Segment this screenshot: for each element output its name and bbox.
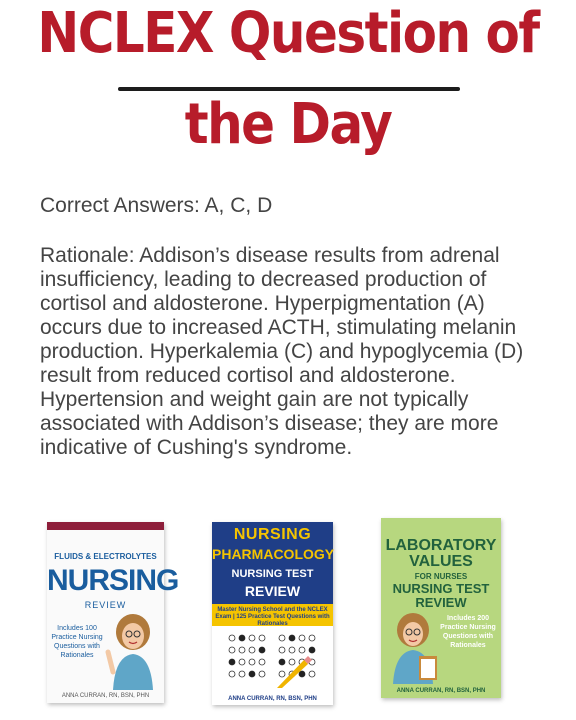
correct-answers: Correct Answers: A, C, D [40,194,273,217]
book2-line3: NURSING TEST [231,568,314,580]
book2-line4: REVIEW [244,583,301,599]
book2-line2: PHARMACOLOGY [212,546,335,562]
book2-line1: NURSING [233,526,312,543]
book1-author: ANNA CURRAN, RN, BSN, PHN [61,693,150,699]
answer-sheet-icon [222,630,322,688]
book2-author: ANNA CURRAN, RN, BSN, PHN [228,696,317,702]
book3-line1: LABORATORY VALUES [385,537,497,570]
book-cover-laboratory-values[interactable] [381,518,501,698]
book1-title: NURSING [47,564,179,597]
book-cover-fluids-electrolytes[interactable] [47,522,179,703]
book1-includes: Includes 100 Practice Nursing Questions with Rationales [51,625,103,659]
book3-line2: FOR NURSES [414,572,468,581]
book1-review: REVIEW [84,600,127,610]
book3-line3: NURSING TEST REVIEW [392,581,490,610]
page-title-line-2: the Day [184,91,392,157]
nurse-clipboard-illustration-icon [387,612,443,684]
rationale-text: Rationale: Addison’s disease results from adrenal insufficiency, leading to decreased production of cortisol and aldosterone. Hyperpigmentation (A) occurs due to increased ACTH, stimulating melanin production. Hyperkalemia (C) and hypoglycemia (D) result from reduced cortisol and aldosterone. Hypertension and weight gain are not typically associated with Addison’s disease; they are more indicative of Cushing's syndrome. [40,244,524,459]
page-title-line-1: NCLEX Question of [37,0,539,66]
title-divider [118,87,460,91]
book1-subtitle: FLUIDS & ELECTROLYTES [54,552,157,561]
book-cover-pharmacology[interactable] [212,522,333,705]
book3-includes: Includes 200 Practice Nursing Questions with Rationales [440,615,496,649]
book3-author: ANNA CURRAN, RN, BSN, PHN [396,688,486,694]
nurse-illustration-icon [105,612,161,690]
book2-tagline: Master Nursing School and the NCLEX Exam | 125 Practice Test Questions with Rationales [212,604,333,626]
